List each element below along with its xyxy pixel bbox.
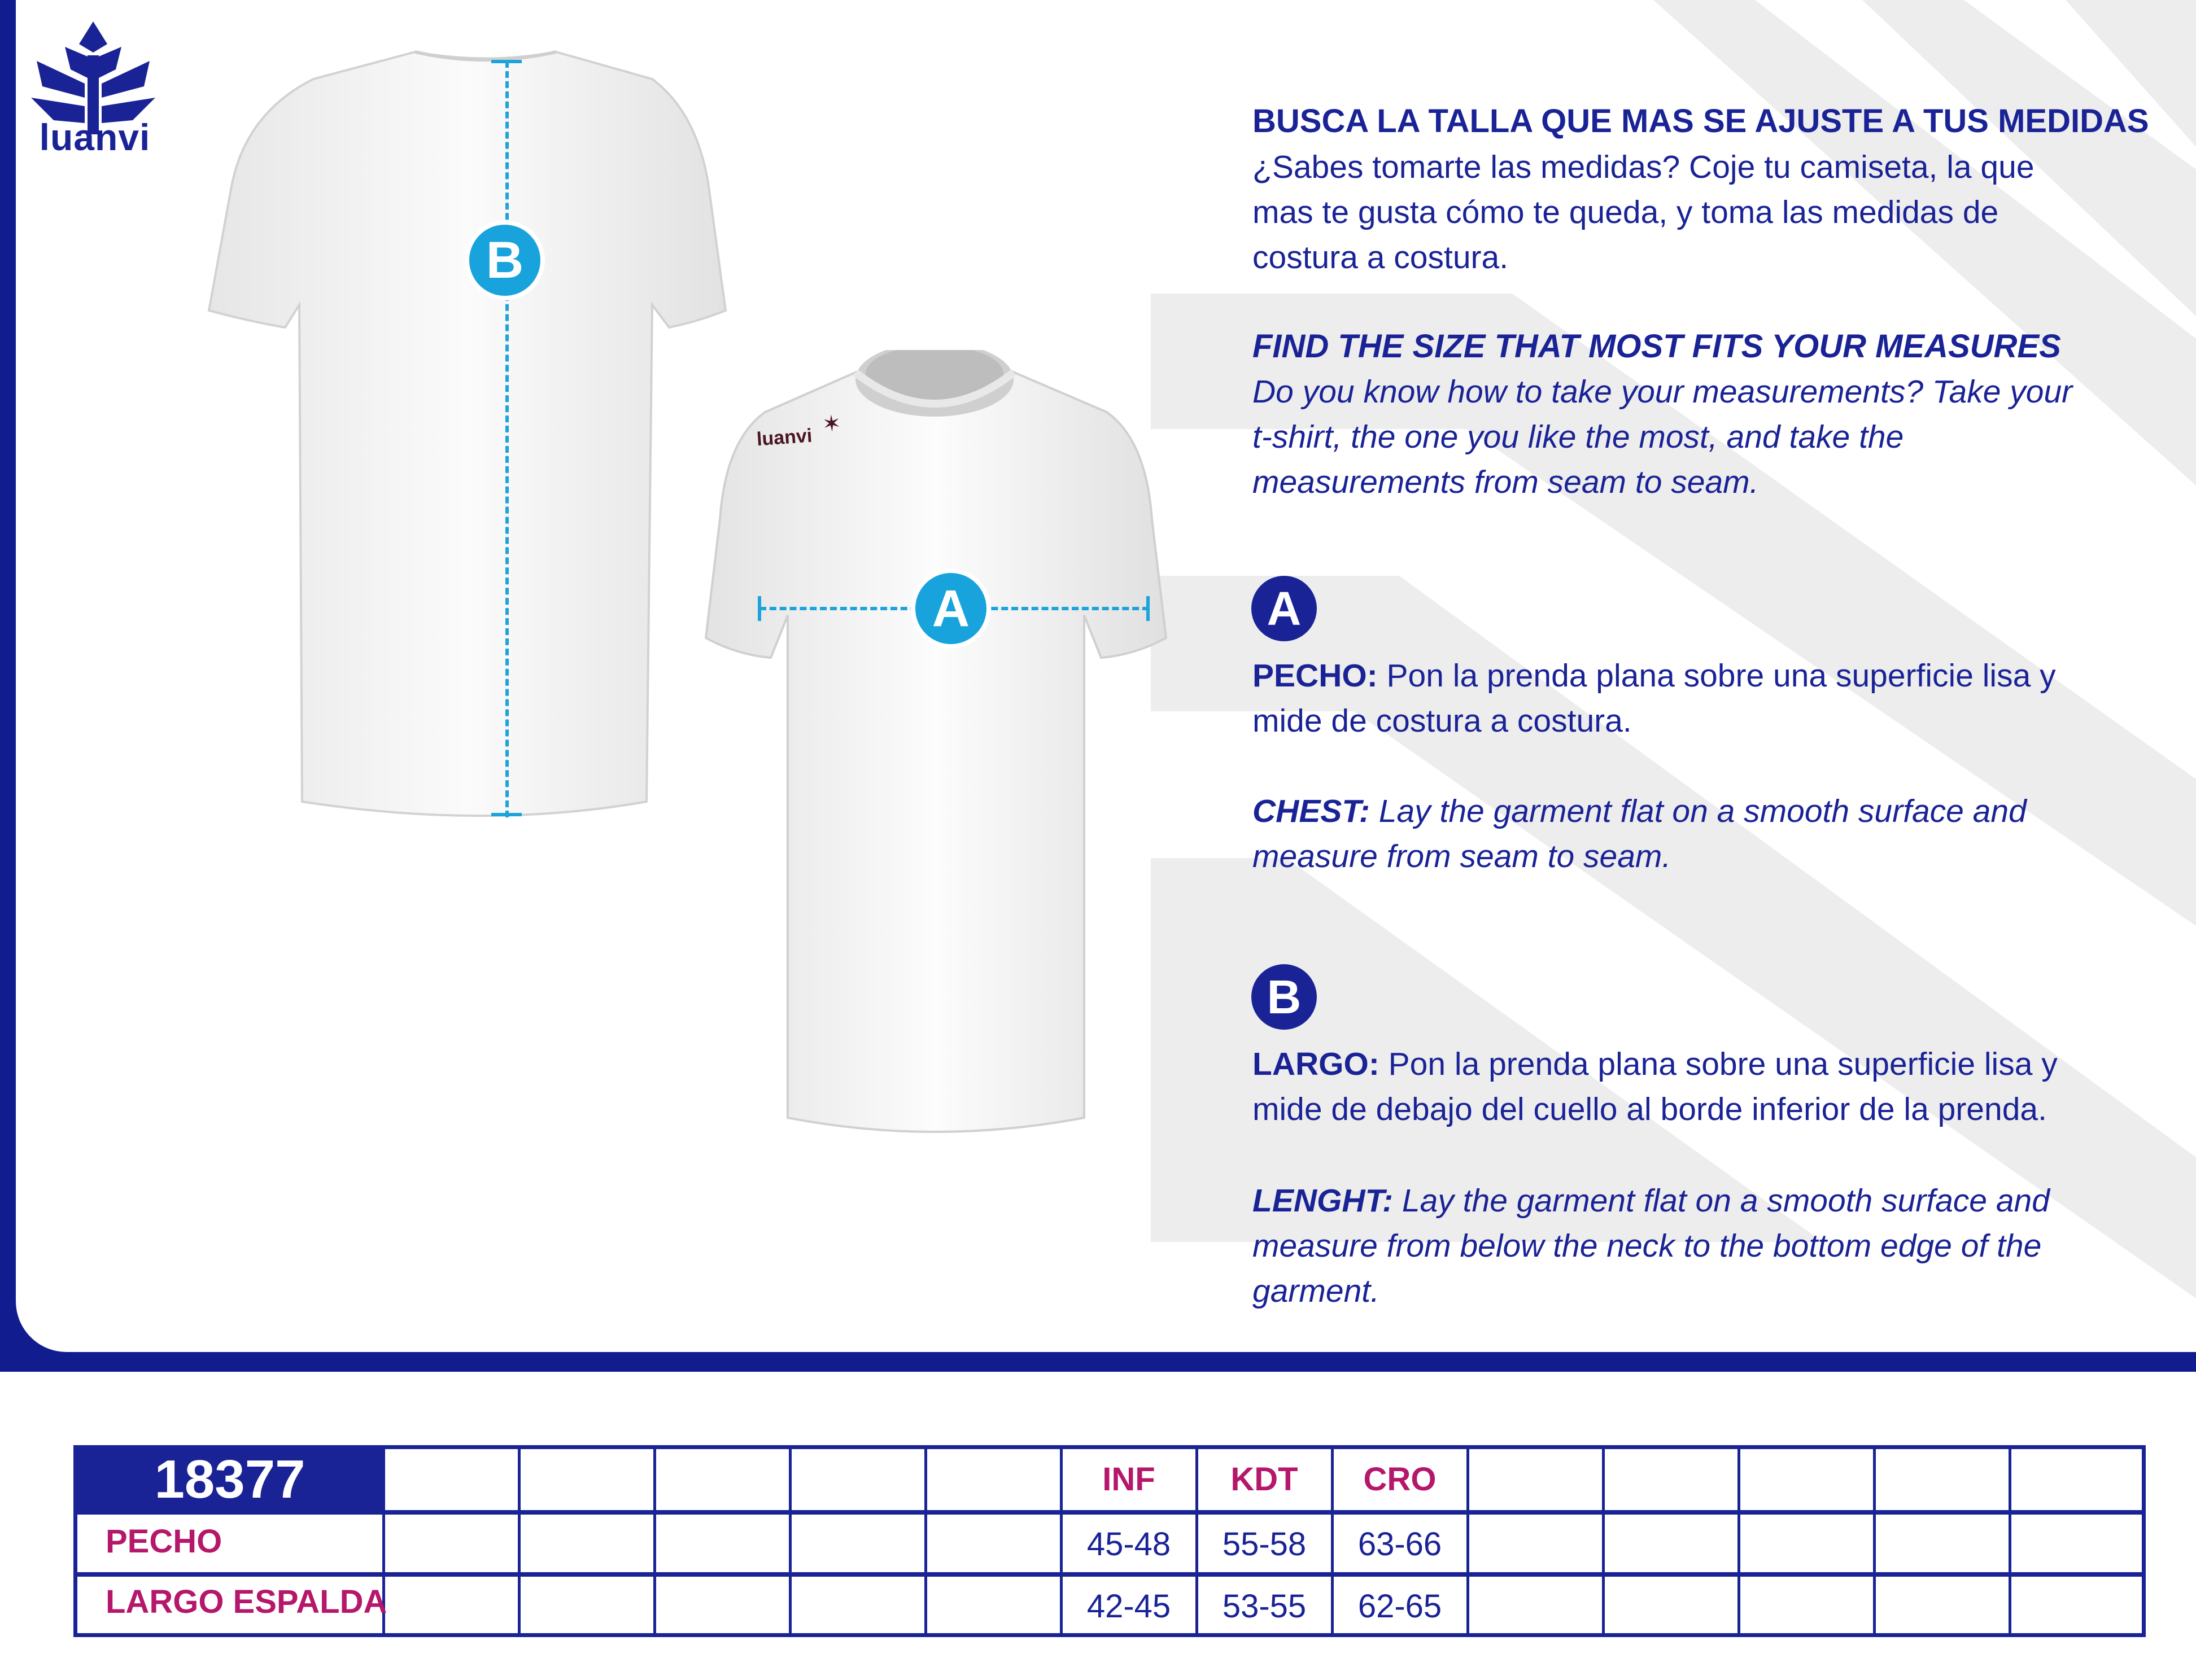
es-intro-line-3: costura a costura. — [1252, 239, 1509, 275]
en-intro-line-3: measurements from seam to seam. — [1252, 464, 1759, 500]
en-intro-line-2: t-shirt, the one you like the most, and take the — [1252, 419, 1904, 455]
row-label-largo-espalda: LARGO ESPALDA — [106, 1583, 387, 1620]
badge-b: B — [1251, 964, 1317, 1030]
largo-inf: 42-45 — [1086, 1588, 1171, 1625]
chest-line-1 — [1252, 789, 2027, 834]
es-heading: BUSCA LA TALLA QUE MAS SE AJUSTE A TUS MEDIDAS — [1252, 103, 2149, 139]
largo-label: LARGO: — [1252, 1046, 1379, 1082]
pecho-label: PECHO: — [1252, 658, 1378, 694]
pecho-cro: 63-66 — [1357, 1526, 1442, 1563]
row-label-pecho: PECHO — [106, 1523, 222, 1560]
chest-line-2: measure from seam to seam. — [1252, 838, 1671, 874]
badge-b-diagram: B — [465, 220, 545, 300]
es-intro-line-1: ¿Sabes tomarte las medidas? Coje tu camiseta, la que — [1252, 149, 2035, 185]
size-header-inf: INF — [1102, 1461, 1155, 1498]
brand-wordmark: luanvi — [39, 116, 151, 158]
size-header-kdt: KDT — [1230, 1461, 1298, 1498]
lenght-label: LENGHT: — [1252, 1183, 1394, 1219]
shirt-star-icon: ✶ — [821, 410, 842, 438]
chest-measure-cap-right — [1146, 596, 1150, 621]
pecho-line-1 — [1252, 653, 2056, 698]
chest-label: CHEST: — [1252, 793, 1370, 829]
col-line — [924, 1449, 927, 1633]
pecho-inf: 45-48 — [1086, 1526, 1171, 1563]
pecho-text-1: Pon la prenda plana sobre una superficie lisa y — [1377, 658, 2056, 694]
table-divider-2 — [77, 1572, 2142, 1577]
col-line — [2009, 1449, 2011, 1633]
en-heading: FIND THE SIZE THAT MOST FITS YOUR MEASURES — [1252, 328, 2061, 365]
col-line — [653, 1449, 656, 1633]
largo-line-2: mide de debajo del cuello al borde inferior de la prenda. — [1252, 1091, 2047, 1127]
shirt-print-logo: luanvi — [756, 425, 813, 450]
table-divider-1 — [77, 1510, 2142, 1515]
col-line — [1602, 1449, 1605, 1633]
length-measure-line — [505, 61, 509, 817]
product-code: 18377 — [77, 1449, 382, 1510]
lenght-text-1: Lay the garment flat on a smooth surface and — [1393, 1183, 2050, 1219]
en-intro-line-1: Do you know how to take your measurements? Take your — [1252, 374, 2073, 410]
col-line — [518, 1449, 521, 1633]
largo-kdt: 53-55 — [1222, 1588, 1307, 1625]
chest-text-1: Lay the garment flat on a smooth surface and — [1369, 793, 2027, 829]
badge-a: A — [1251, 576, 1317, 641]
col-line — [1466, 1449, 1469, 1633]
es-intro-line-2: mas te gusta cómo te queda, y toma las medidas de — [1252, 194, 1999, 230]
largo-line-1 — [1252, 1042, 2058, 1087]
lenght-line-3: garment. — [1252, 1273, 1379, 1309]
length-measure-cap-bottom — [491, 813, 522, 816]
tshirt-front-image — [655, 350, 1214, 1152]
length-measure-cap-top — [491, 60, 522, 63]
chest-measure-cap-left — [758, 596, 761, 621]
col-line — [1737, 1449, 1740, 1633]
size-table — [73, 1445, 2146, 1637]
largo-cro: 62-65 — [1357, 1588, 1442, 1625]
lenght-line-2: measure from below the neck to the bottom edge of the — [1252, 1228, 2042, 1264]
lenght-line-1 — [1252, 1178, 2050, 1223]
col-line — [789, 1449, 792, 1633]
badge-a-diagram: A — [911, 568, 991, 649]
pecho-line-2: mide de costura a costura. — [1252, 703, 1632, 739]
col-line — [1873, 1449, 1876, 1633]
pecho-kdt: 55-58 — [1222, 1526, 1307, 1563]
largo-text-1: Pon la prenda plana sobre una superficie lisa y — [1379, 1046, 2058, 1082]
size-header-cro: CRO — [1363, 1461, 1437, 1498]
